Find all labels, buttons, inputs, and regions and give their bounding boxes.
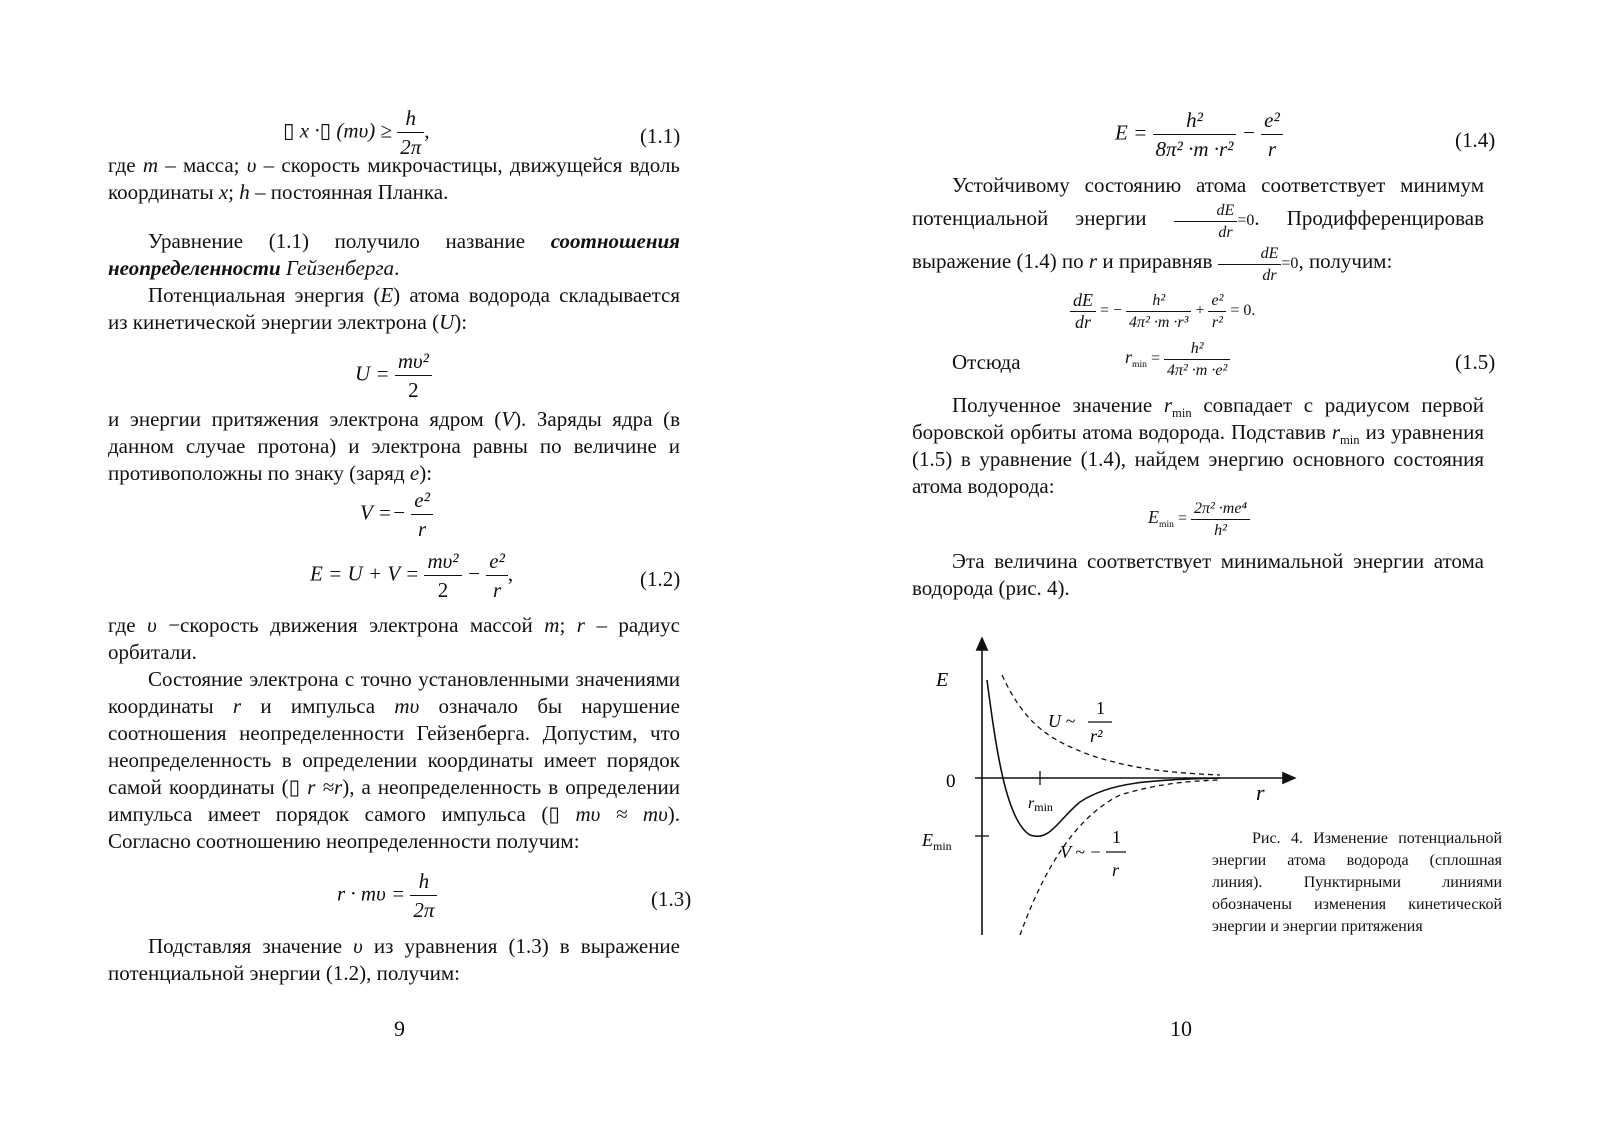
- eq-1-1-denominator: 2π: [400, 135, 422, 159]
- v-fraction-numerator: 1: [1112, 827, 1121, 847]
- equation-V: V =− $\frac{\text{e²}}{r}$: [360, 486, 433, 543]
- u-fraction-denominator: r²: [1090, 726, 1103, 746]
- u-fraction-numerator: 1: [1096, 698, 1105, 718]
- equation-U: U = $\frac{\text{mυ²}}{2}$: [355, 347, 432, 404]
- equation-1-5: $r_{min}$ = $\frac{\text{h²}}{\text{4π² ·m ·e²}}$: [1125, 338, 1230, 381]
- zero-label: 0: [946, 771, 956, 792]
- paragraph-heisenberg: Уравнение (1.1) получило название соотношения неопределенности Гейзенберга.: [108, 229, 680, 280]
- paragraph-stable-state: Устойчивому состоянию атома соответствует минимум потенциальной энергии $\frac{dE}{dr}$ =0. Продифференцировав выражение (1.4) по r и приравняв $\frac{dE}{dr}$ =0, получим:: [912, 173, 1484, 284]
- figure-caption: Рис. 4. Изменение потенциальной энергии атома водорода (сплошная линия). Пунктирными линиями обозначены изменения кинетической энергии и энергии притяжения: [1212, 830, 1502, 935]
- equation-1-3: r · mυ = $\frac{h}{2\pi}$: [337, 867, 437, 924]
- u-curve-label: U ~: [1048, 711, 1076, 731]
- eq-1-5-number: (1.5): [1455, 350, 1496, 374]
- paragraph-substitution: Подставляя значение υ из уравнения (1.3) в выражение потенциальной энергии (1.2), получим:: [108, 934, 680, 985]
- eq-1-2-number: (1.2): [640, 567, 681, 591]
- emin-label: $E_{min}$: [922, 830, 952, 853]
- eq-1-1-lhs: ▯ x ·▯ (mυ) ≥: [283, 118, 392, 143]
- paragraph-bohr-orbit: Полученное значение $r_{min}$ совпадает с радиусом первой боровской орбиты атома водорода. Подставив $r_{min}$ из уравнения (1.5) в уравнение (1.4), найдем энергию основного состояния атома водорода:: [912, 393, 1484, 498]
- kinetic-energy-curve: [1002, 675, 1220, 775]
- paragraph-potential-energy: Потенциальная энергия (E) атома водорода складывается из кинетической энергии электрона (U):: [108, 283, 680, 334]
- right-page: [800, 0, 1600, 1131]
- paragraph-attraction-energy: и энергии притяжения электрона ядром (V). Заряды ядра (в данном случае протона) и электрона равны по величине и противоположны по знаку (заряд e):: [108, 407, 680, 485]
- eq-1-4-number: (1.4): [1455, 128, 1496, 152]
- paragraph-velocity-definition: где υ −скорость движения электрона массой m; r – радиус орбитали.: [108, 613, 680, 664]
- page-number-right: 10: [1170, 1016, 1192, 1041]
- x-axis-label: r: [1256, 780, 1265, 805]
- page-number-left: 9: [394, 1016, 405, 1041]
- equation-derivative: $\frac{dE}{dr}$ = − $\frac{\text{h²}}{\text{4π² ·m ·r³}}$ + $\frac{\text{e²}}{\text{r²}}$ = 0.: [1070, 290, 1255, 333]
- eq-1-1-numerator: h: [397, 104, 424, 133]
- eq-1-1-number: (1.1): [640, 124, 681, 148]
- equation-1-2: E = U + V = $\frac{\text{mυ²}}{2}$ − $\frac{\text{e²}}{r}$ ,: [310, 549, 514, 602]
- paragraph-electron-state: Состояние электрона с точно установленными значениями координаты r и импульса mυ означало бы нарушение соотношения неопределенности Гейзенберга. Допустим, что неопределенность в определении координаты имеет порядок самой координаты (▯ r ≈r), а неопределенность в определении импульса имеет порядок самого импульса (▯ mυ ≈ mυ). Согласно соотношению неопределенности получим:: [108, 667, 680, 853]
- rmin-label: rmin: [1028, 795, 1053, 814]
- paragraph-minimum-energy: Эта величина соответствует минимальной энергии атома водорода (рис. 4).: [912, 549, 1484, 600]
- paragraph-mass-definition: где m – масса; υ – скорость микрочастицы, движущейся вдоль координаты x; h – постоянная Планка.: [108, 153, 681, 204]
- equation-1-4: E = $\frac{\text{h²}}{\text{8π² ·m ·r²}}$ − $\frac{\text{e²}}{r}$: [1115, 106, 1283, 163]
- v-curve-label: V ~ −: [1060, 842, 1102, 862]
- eq-1-1-comma: ,: [424, 118, 430, 143]
- v-fraction-denominator: r: [1112, 860, 1120, 880]
- y-axis-label: E: [936, 669, 949, 691]
- label-hence: Отсюда: [952, 350, 1021, 374]
- eq-1-3-number: (1.3): [651, 887, 692, 911]
- equation-Emin: $E_{min}$ = $\frac{\text{2π² ·me⁴}}{\text{h²}}$: [1148, 498, 1250, 541]
